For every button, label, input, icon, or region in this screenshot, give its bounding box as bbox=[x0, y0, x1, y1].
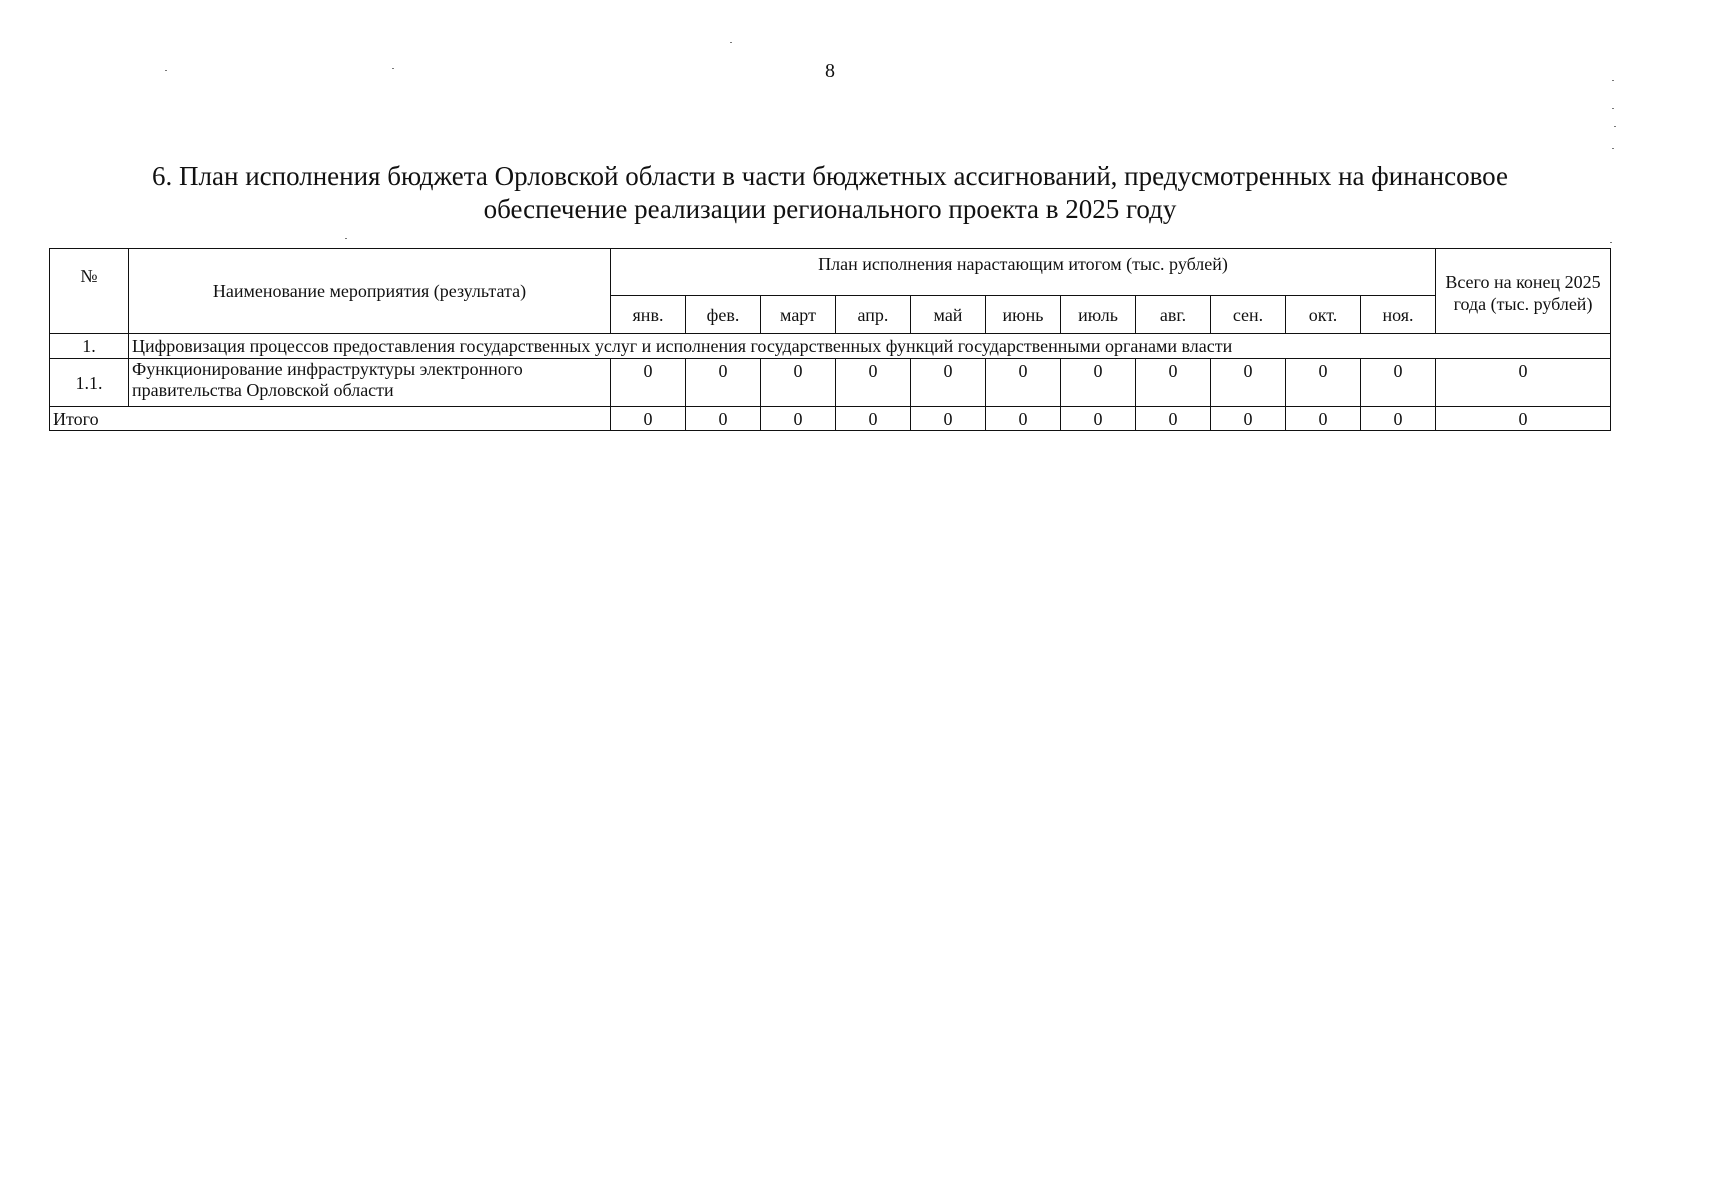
header-plan: План исполнения нарастающим итогом (тыс. рублей) bbox=[611, 249, 1436, 296]
grand-total: 0 bbox=[1436, 407, 1611, 431]
section-number: 1. bbox=[50, 334, 129, 359]
total-value: 0 bbox=[911, 407, 986, 431]
item-value: 0 bbox=[911, 359, 986, 407]
item-value: 0 bbox=[986, 359, 1061, 407]
item-value: 0 bbox=[836, 359, 911, 407]
header-month: ноя. bbox=[1361, 296, 1436, 334]
header-month: янв. bbox=[611, 296, 686, 334]
total-value: 0 bbox=[1211, 407, 1286, 431]
table-row-total bbox=[50, 407, 1611, 431]
total-value: 0 bbox=[986, 407, 1061, 431]
header-name: Наименование мероприятия (результата) bbox=[129, 249, 611, 334]
scan-speck bbox=[1612, 108, 1614, 109]
total-label: Итого bbox=[50, 407, 611, 431]
item-value: 0 bbox=[611, 359, 686, 407]
item-value: 0 bbox=[1286, 359, 1361, 407]
table-row-item bbox=[50, 359, 1611, 407]
item-value: 0 bbox=[1061, 359, 1136, 407]
total-value: 0 bbox=[1061, 407, 1136, 431]
scan-speck bbox=[345, 238, 347, 239]
total-value: 0 bbox=[1136, 407, 1211, 431]
header-month: авг. bbox=[1136, 296, 1211, 334]
item-total: 0 bbox=[1436, 359, 1611, 407]
header-month: март bbox=[761, 296, 836, 334]
total-value: 0 bbox=[761, 407, 836, 431]
item-value: 0 bbox=[1136, 359, 1211, 407]
item-number: 1.1. bbox=[50, 359, 129, 407]
header-month: окт. bbox=[1286, 296, 1361, 334]
total-value: 0 bbox=[686, 407, 761, 431]
header-total: Всего на конец 2025 года (тыс. рублей) bbox=[1436, 249, 1611, 334]
title-line-2: обеспечение реализации регионального проекта в 2025 году bbox=[483, 194, 1177, 224]
item-value: 0 bbox=[686, 359, 761, 407]
total-value: 0 bbox=[611, 407, 686, 431]
item-name: Функционирование инфраструктуры электронного правительства Орловской области bbox=[129, 359, 611, 407]
page-number: 8 bbox=[825, 60, 835, 82]
title-line-1: 6. План исполнения бюджета Орловской области в части бюджетных ассигнований, предусмотренных на финансовое bbox=[152, 161, 1508, 191]
scan-speck bbox=[165, 70, 167, 71]
header-month: сен. bbox=[1211, 296, 1286, 334]
table-row-section bbox=[50, 334, 1611, 359]
header-month: фев. bbox=[686, 296, 761, 334]
total-value: 0 bbox=[836, 407, 911, 431]
scan-speck bbox=[730, 42, 732, 43]
header-number: № bbox=[50, 249, 129, 334]
scan-speck bbox=[1610, 242, 1612, 243]
item-value: 0 bbox=[1211, 359, 1286, 407]
item-value: 0 bbox=[1361, 359, 1436, 407]
budget-plan-table bbox=[49, 248, 1611, 431]
section-name: Цифровизация процессов предоставления государственных услуг и исполнения государственных функций государственными органами власти bbox=[129, 334, 1611, 359]
document-title bbox=[80, 160, 1580, 226]
header-month: июль bbox=[1061, 296, 1136, 334]
item-value: 0 bbox=[761, 359, 836, 407]
scan-speck bbox=[392, 68, 394, 69]
scan-speck bbox=[1612, 80, 1614, 81]
scan-speck bbox=[1612, 148, 1614, 149]
header-month: апр. bbox=[836, 296, 911, 334]
scan-speck bbox=[1614, 126, 1616, 127]
total-value: 0 bbox=[1286, 407, 1361, 431]
total-value: 0 bbox=[1361, 407, 1436, 431]
header-month: май bbox=[911, 296, 986, 334]
header-month: июнь bbox=[986, 296, 1061, 334]
